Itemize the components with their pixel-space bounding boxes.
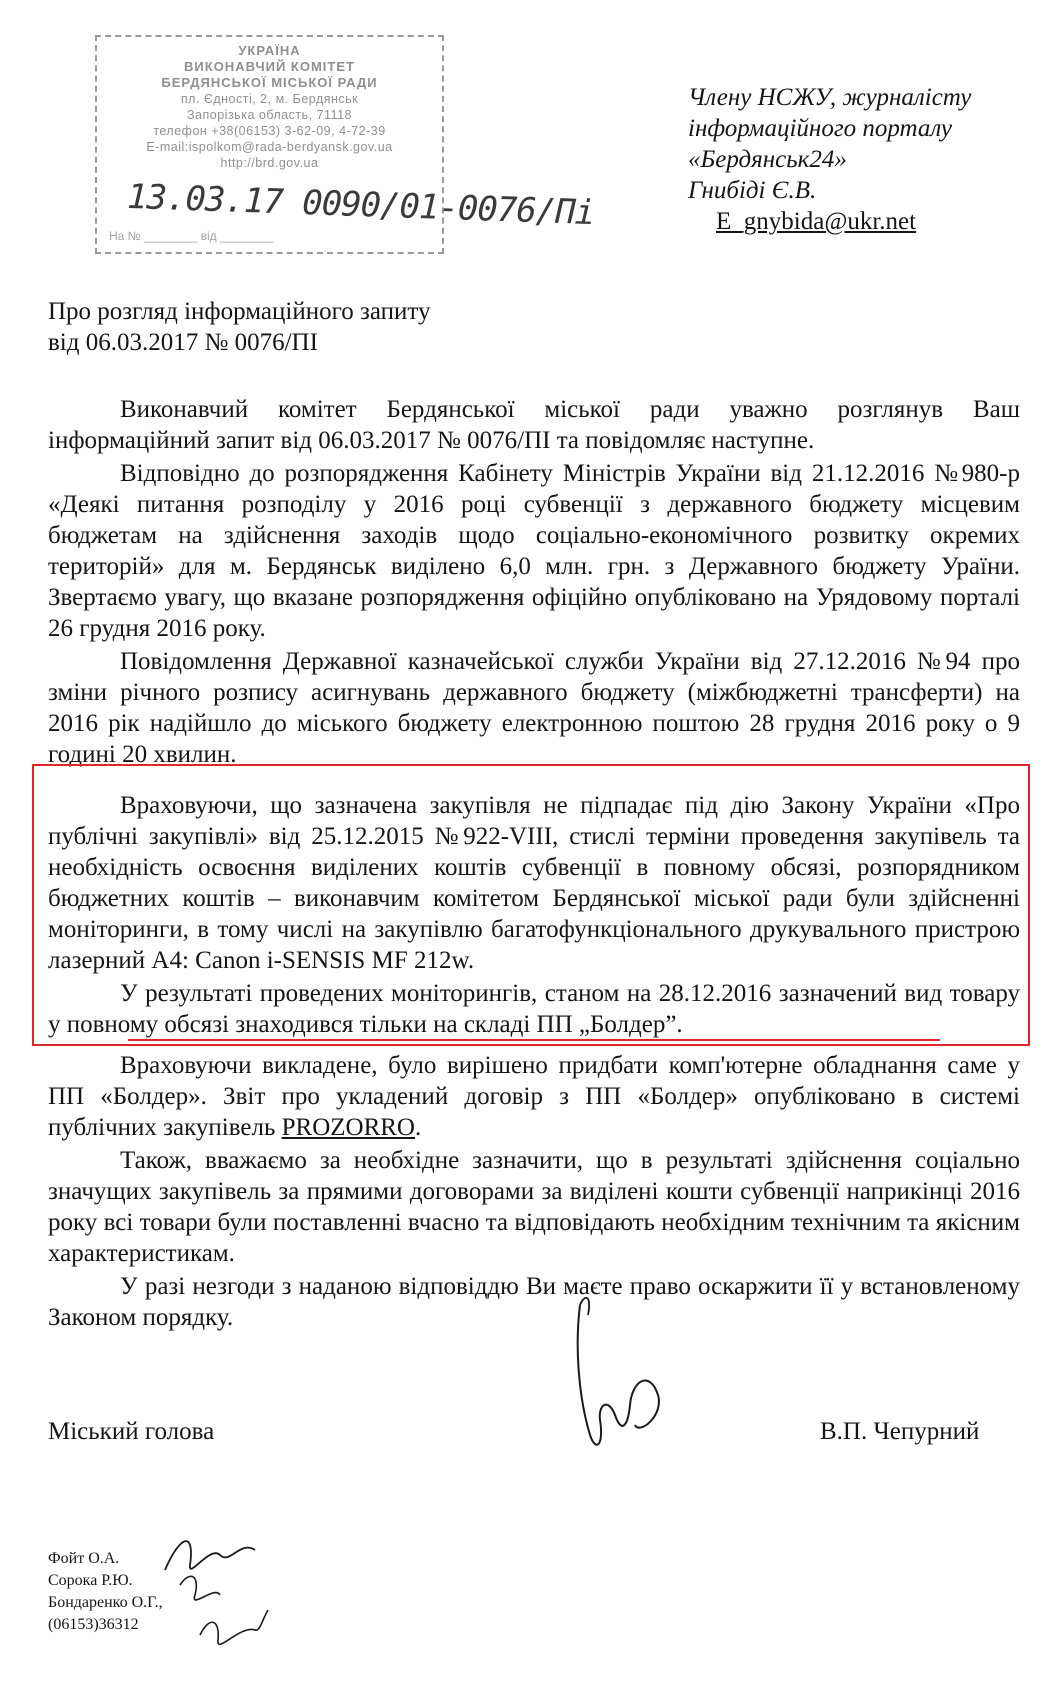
stamp-line: УКРАЇНА [238, 43, 301, 58]
stamp-reference-line: На № ________ від ________ [109, 229, 274, 243]
body-paragraph: У результаті проведених моніторингів, станом на 28.12.2016 зазначений вид товару у повному обсязі знаходився тільки на складі ПП „Болдер”. [48, 980, 1020, 1038]
mayor-name: В.П. Чепурний [820, 1418, 980, 1445]
prozorro-text: PROZORRO [281, 1114, 415, 1141]
executor-line: Бондаренко О.Г., [48, 1594, 163, 1611]
executor-initials [160, 1525, 280, 1665]
recipient-line: Гнибіді Є.В. [688, 177, 817, 204]
red-underline [128, 1039, 940, 1041]
body-paragraph: Враховуючи, що зазначена закупівля не підпадає під дію Закону України «Про публічні закупівлі» від 25.12.2015 №922-VIII, стислі терміни проведення закупівель та необхідність освоєння виділених коштів субвенції в повному обсязі, розпорядником бюджетних коштів – виконавчим комітетом Бердянської міської ради були здійсненні моніторинги, в тому числі на закупівлю багатофункціонального друкувального пристрою лазерний А4: Canon i-SENSIS MF 212w. [48, 792, 1020, 974]
body-paragraph [48, 1050, 1020, 1143]
paragraph-text: . [415, 1114, 422, 1141]
body-paragraph: Відповідно до розпорядження Кабінету Міністрів України від 21.12.2016 №980-р «Деякі питання розподілу у 2016 році субвенції з державного бюджету місцевим бюджетам на здійснення заходів щодо соціально-економічного розвитку окремих територій» для м. Бердянськ виділено 6,0 млн. грн. з Державного бюджету Ураїни. Звертаємо увагу, що вказане розпорядження офіційно опубліковано на Урядовому порталі 26 грудня 2016 року. [48, 460, 1020, 642]
stamp-line: http://brd.gov.ua [220, 156, 319, 170]
stamp-line: ВИКОНАВЧИЙ КОМІТЕТ [184, 59, 355, 74]
registration-number: 13.03.17 0090/01-0076/Пі [126, 176, 595, 234]
mayor-signature [570, 1285, 680, 1465]
mayor-title: Міський голова [48, 1418, 215, 1445]
body-paragraph: Також, вважаємо за необхідне зазначити, що в результаті здійснення соціально значущих закупівель за прямими договорами за виділені кошти субвенції наприкінці 2016 року всі товари були поставленні вчасно та відповідають необхідним технічним та якісним характеристикам. [48, 1147, 1020, 1267]
recipient-line: «Бердянськ24» [688, 146, 847, 173]
stamp-line: пл. Єдності, 2, м. Бердянськ [180, 92, 359, 106]
paragraph-text: Враховуючи викладене, було вирішено придбати комп'ютерне обладнання саме у ПП «Болдер». Звіт про укладений договір з ПП «Болдер» опубліковано в системі публічних закупівель [48, 1052, 1020, 1141]
recipient-line: Члену НСЖУ, журналісту [688, 84, 972, 111]
body-paragraph: Повідомлення Державної казначейської служби України від 27.12.2016 №94 про зміни річного розпису асигнувань державного бюджету (міжбюджетні трансферти) на 2016 рік надійшло до міського бюджету електронною поштою 28 грудня 2016 року о 9 годині 20 хвилин. [48, 648, 1020, 768]
executors-block [48, 1548, 163, 1636]
subject-line: Про розгляд інформаційного запиту [48, 298, 431, 325]
executor-line: Сорока Р.Ю. [48, 1572, 133, 1589]
recipient-line: інформаційного порталу [688, 115, 953, 142]
body-paragraph: У разі незгоди з наданою відповіддю Ви маєте право оскаржити її у встановленому Законом порядку. [48, 1273, 1020, 1331]
body-paragraph: Виконавчий комітет Бердянської міської ради уважно розглянув Ваш інформаційний запит від 06.03.2017 № 0076/ПІ та повідомляє наступне. [48, 396, 1020, 454]
subject-line: від 06.03.2017 № 0076/ПІ [48, 329, 318, 356]
letter-subject [48, 296, 430, 358]
stamp-line: телефон +38(06153) 3-62-09, 4-72-39 [153, 124, 386, 138]
executor-phone: (06153)36312 [48, 1616, 139, 1633]
executor-line: Фойт О.А. [48, 1550, 120, 1567]
stamp-line: Запорізька область, 71118 [187, 108, 352, 122]
stamp-line: E-mail:ispolkom@rada-berdyansk.gov.ua [146, 140, 393, 154]
letterhead-stamp [95, 35, 595, 254]
red-highlight-box [32, 764, 1030, 1046]
stamp-line: БЕРДЯНСЬКОЇ МІСЬКОЇ РАДИ [161, 75, 378, 90]
recipient-block [688, 82, 971, 237]
recipient-email: E_gnybida@ukr.net [716, 208, 917, 235]
